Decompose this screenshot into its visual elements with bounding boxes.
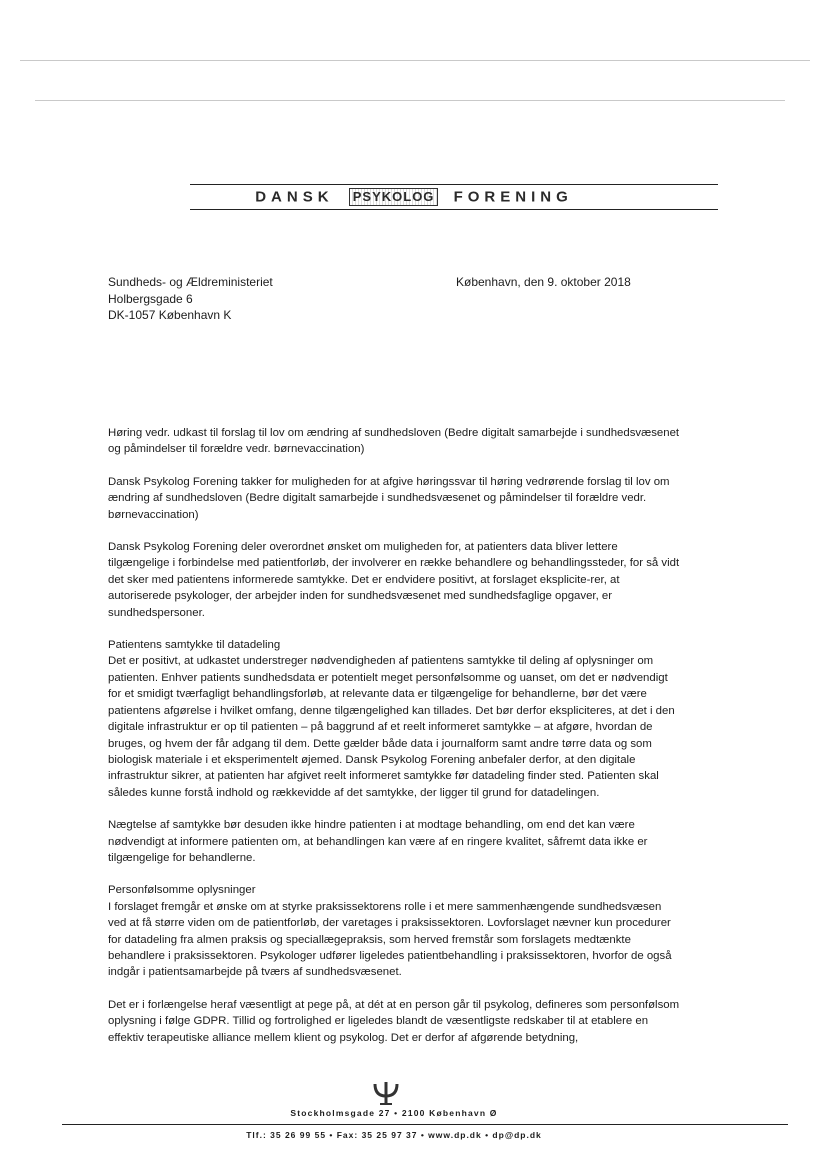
footer-address: Stockholmsgade 27 • 2100 København Ø xyxy=(290,1108,498,1118)
body-paragraph: Dansk Psykolog Forening deler overordnet ønsket om muligheden for, at patienters data bliver lettere tilgængelige i forbindelse med patientforløb, der involverer en række behandlere og behandlingssteder, for så vidt det sker med patientens informerede samtykke. Det er endvidere positivt, at forslaget eksplicite-rer, at autoriserede psykologer, der arbejder inden for sundhedsvæsenet med sundhedsfaglige opgaver, er sundhedspersoner. xyxy=(108,541,680,619)
letterhead xyxy=(0,188,828,206)
body-paragraph: Dansk Psykolog Forening takker for muligheden for at afgive høringssvar til høring vedrørende forslag til lov om ændring af sundhedsloven (Bedre digitalt samarbejde i sundhedsvæsenet og påmindelser til forældre vedr. børnevaccination) xyxy=(108,475,670,521)
scan-artifact-line xyxy=(35,100,785,101)
recipient-line: Sundheds- og Ældreministeriet xyxy=(108,275,273,289)
subject-paragraph: Høring vedr. udkast til forslag til lov om ændring af sundhedsloven (Bedre digitalt samarbejde i sundhedsvæsenet og påmindelser til forældre vedr. børnevaccination) xyxy=(108,427,680,456)
letterhead-dansk: DANSK xyxy=(255,188,334,206)
recipient-line: Holbergsgade 6 xyxy=(108,291,193,306)
letterhead-top-rule xyxy=(190,184,718,185)
scan-artifact-line xyxy=(20,60,810,61)
section-heading: Patientens samtykke til datadeling xyxy=(108,639,281,652)
recipient-line: DK-1057 København K xyxy=(108,308,232,322)
letter-body xyxy=(108,425,682,1046)
body-paragraph: Nægtelse af samtykke bør desuden ikke hindre patienten i at modtage behandling, om end det kan være nødvendigt at informere patienten om, at behandlingen kan være af en ringere kvalitet, såfremt data ikke er tilgængelige for behandlerne. xyxy=(108,819,648,864)
date-line: København, den 9. oktober 2018 xyxy=(456,275,631,289)
section-heading: Personfølsomme oplysninger xyxy=(108,884,256,897)
body-paragraph: Det er i forlængelse heraf væsentligt at pege på, at dét at en person går til psykolog, defineres som personfølsom oplysning i følge GDPR. Tillid og fortrolighed er ligeledes blandt de væsentligste redskaber til at etablere en effektiv terapeutiske alliance mellem klient og psykolog. Det er derfor af afgørende betydning, xyxy=(108,998,680,1044)
footer-contact: Tlf.: 35 26 99 55 • Fax: 35 25 97 37 • www.dp.dk • dp@dp.dk xyxy=(246,1130,542,1140)
body-paragraph: I forslaget fremgår et ønske om at styrke praksissektorens rolle i et mere sammenhængende sundhedsvæsen ved at få større viden om de patientforløb, der varetages i praksissektoren. Lovforslaget nævner kun procedurer for datadeling fra almen praksis og speciallægepraksis, som herved fremstår som forslagets medtænkte behandlere i praksissektoren. Psykologer udfører ligeledes patientbehandling i praksissektoren, hvorfor de også indgår i patientsamarbejde på tværs af sundhedsvæsenet. xyxy=(108,900,672,979)
letterhead-forening: FORENING xyxy=(453,188,573,206)
letterhead-bottom-rule xyxy=(190,209,718,210)
letterhead-psykolog-logotype: PSYKOLOG xyxy=(349,188,439,206)
psi-logo-icon xyxy=(371,1080,401,1106)
recipient-address xyxy=(108,274,273,324)
body-paragraph: Det er positivt, at udkastet understreger nødvendigheden af patientens samtykke til deling af oplysninger om patienten. Enhver patients sundhedsdata er potentielt meget personfølsomme og uanset, om det er nødvendigt for et smidigt tværfagligt behandlingsforløb, at relevante data er tilgængelige for behandlerne, bør det være patientens afgørelse i hvilket omfang, denne tilgængelighed kan tillades. Det bør derfor ekspliciteres, at det i den digitale infrastruktur er op til patienten – på baggrund af et reelt informeret samtykke – at afgøre, hvordan de bruges, og hvem der får adgang til dem. Dette gælder både data i journalform samt andre tørre data og som biologisk materiale i et eksperimentelt øjemed. Dansk Psykolog Forening anbefaler derfor, at den digitale infrastruktur sikrer, at patienten har afgivet reelt informeret samtykke før datadeling finder sted. Patienten skal således kunne forstå indhold og rækkevidde af det samtykke, der ligger til grund for datadelingen. xyxy=(108,655,675,799)
footer-rule xyxy=(62,1124,788,1125)
